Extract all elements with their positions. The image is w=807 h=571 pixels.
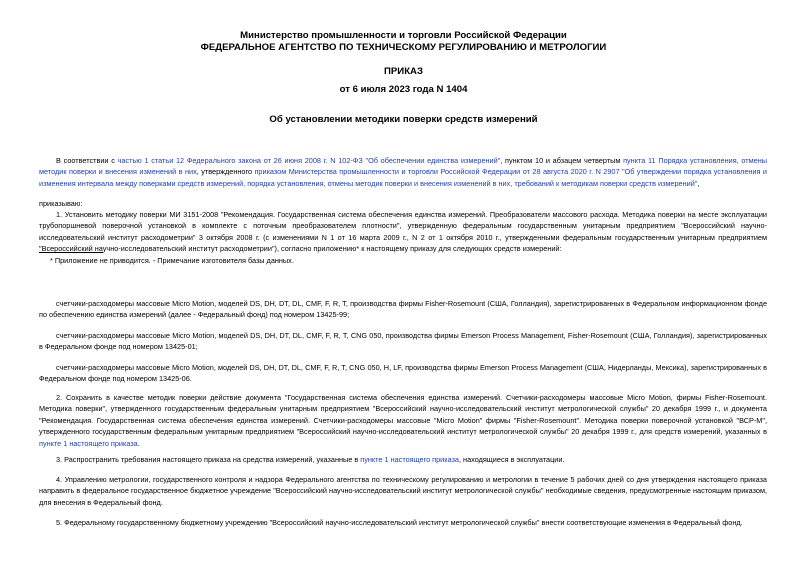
item-1-text: 1. Установить методику поверки МИ 3151-2008 "Рекомендация. Государственная система обеспечения единства измерений. Преобразователи массового расхода. Методика поверки на месте эксплуатации трубопоршневой поверочной установкой в комплекте с поточным преобразователем плотности", утвержденную федеральным государственным унитарным предприятием "Всероссийский научно-исследовательский институт расходометрии" 3 октября 2008 г. (с изменениями N 1 от 16 марта 2009 г., N 2 от 1 октября 2010 г., утвержденными федеральным государственным унитарным предприятием "Всероссийский научно-исследовательский институт расходометрии"), согласно приложению* к настоящему приказу для следующих средств измерений: <box>39 210 767 254</box>
meter-list-item <box>39 330 767 353</box>
item-2-tail: . <box>137 438 140 448</box>
procedure-point-11-link[interactable]: пункта 11 Порядка установления, отмены методик поверки и внесения изменений в них <box>39 156 767 177</box>
item-2-text: 2. Сохранить в качестве методик поверки действие документа "Государственная система обеспечения единства измерений. Счетчики-расходомеры массовые Micro Motion, фирмы Fisher-Rosemount. Методика поверки", утвержденного государственным федеральным унитарным предприятием "Всероссийский научно-исследовательский институт метрологической службы" 20 декабря 1999 г., и документа "Рекомендация. Государственная система обеспечения единства измерений. Счетчики-расходомеры массовые "Micro Motion" фирмы "Fisher-Rosemount". Методика поверки поверочной установкой "ВСР-М", утвержденного государственным федеральным унитарным предприятием "Всероссийский научно-исследовательский институт метрологической службы" 20 декабря 1999 г., для средств измерений, указанных в <box>39 393 767 437</box>
item-3-paragraph <box>39 454 767 465</box>
preamble-paragraph <box>39 155 767 189</box>
item-3-tail: , находящиеся в эксплуатации. <box>458 455 565 464</box>
item-3-text: 3. Распространить требования настоящего приказа на средства измерений, указанные в <box>56 455 361 464</box>
item-3-point-1-link[interactable]: пункте 1 настоящего приказа <box>360 455 459 464</box>
footnote-text: * Приложение не приводится. - Примечание изготовителя базы данных. <box>50 256 294 265</box>
meter-list-item <box>39 362 767 385</box>
item-2-point-1-link[interactable]: пункте 1 настоящего приказа <box>39 438 138 448</box>
meter-text-1: счетчики-расходомеры массовые Micro Motion, моделей DS, DH, DT, DL, CMF, F, R, T, производства фирмы Fisher-Rosemount (США, Голландия), зарегистрированных в Федеральном информационном фонде по обеспечению единства измерений (далее - Федеральный фонд) под номером 13425-99; <box>39 299 767 320</box>
item-5-text: 5. Федеральному государственному бюджетному учреждению "Всероссийский научно-исследовательский институт метрологической службы" внести соответствующие изменения в Федеральный фонд. <box>56 518 743 527</box>
meter-list-item <box>39 298 767 321</box>
preamble-text-4: , <box>697 178 700 188</box>
preamble-text-1: В соответствии с <box>56 156 118 165</box>
preamble-text-2: , пунктом 10 и абзацем четвертым <box>500 156 624 165</box>
preamble-text-3: , утвержденного <box>196 167 255 177</box>
item-4-text: 4. Управлению метрологии, государственного контроля и надзора Федерального агентства по техническому регулированию и метрологии в течение 5 рабочих дней со дня утверждения настоящего приказа направить в федеральное государственное бюджетное учреждение "Всероссийский научно-исследовательский институт метрологической службы" необходимые сведения, предусмотренные настоящим приказом, для внесения в Федеральный фонд. <box>39 475 767 507</box>
agency-name: ФЕДЕРАЛЬНОЕ АГЕНТСТВО ПО ТЕХНИЧЕСКОМУ РЕГУЛИРОВАНИЮ И МЕТРОЛОГИИ <box>200 42 607 53</box>
document-title: Об установлении методики поверки средств измерений <box>269 114 538 125</box>
item-4-paragraph <box>39 474 767 508</box>
document-date-number: от 6 июля 2023 года N 1404 <box>339 84 468 95</box>
item-1-paragraph <box>39 209 767 255</box>
item-5-paragraph <box>39 517 767 528</box>
meter-text-2: счетчики-расходомеры массовые Micro Motion, моделей DS, DH, DT, DL, CMF, F, R, T, CNG 050, производства фирмы Emerson Process Management, Fisher-Rosemount (США, Голландия), зарегистрированных в Федеральном фонде под номером 13425-01; <box>39 331 767 352</box>
document-type: ПРИКАЗ <box>384 66 423 77</box>
order-word: приказываю: <box>39 199 83 208</box>
federal-law-link[interactable]: частью 1 статьи 12 Федерального закона от 26 июня 2008 г. N 102-ФЗ "Об обеспечении единства измерений" <box>117 156 501 165</box>
meter-text-3: счетчики-расходомеры массовые Micro Motion, моделей DS, DH, DT, DL, CMF, F, R, T, CNG 050, H, LF, производства фирмы Emerson Process Management (США, Нидерланды, Мексика), зарегистрированных в Федеральном фонде под номером 13425-06. <box>39 363 767 384</box>
ministry-order-link[interactable]: приказом Министерства промышленности и торговли Российской Федерации от 28 августа 2020 г. N 2907 "Об утверждении порядка установления и изменения интервала между поверками средств измерений, порядка установления, отмены методик поверки и внесения изменений в них, требований к методикам поверки средств измерений" <box>39 167 768 188</box>
footnote-divider <box>39 252 103 253</box>
item-2-paragraph <box>39 392 767 449</box>
ministry-name: Министерство промышленности и торговли Российской Федерации <box>240 30 567 41</box>
